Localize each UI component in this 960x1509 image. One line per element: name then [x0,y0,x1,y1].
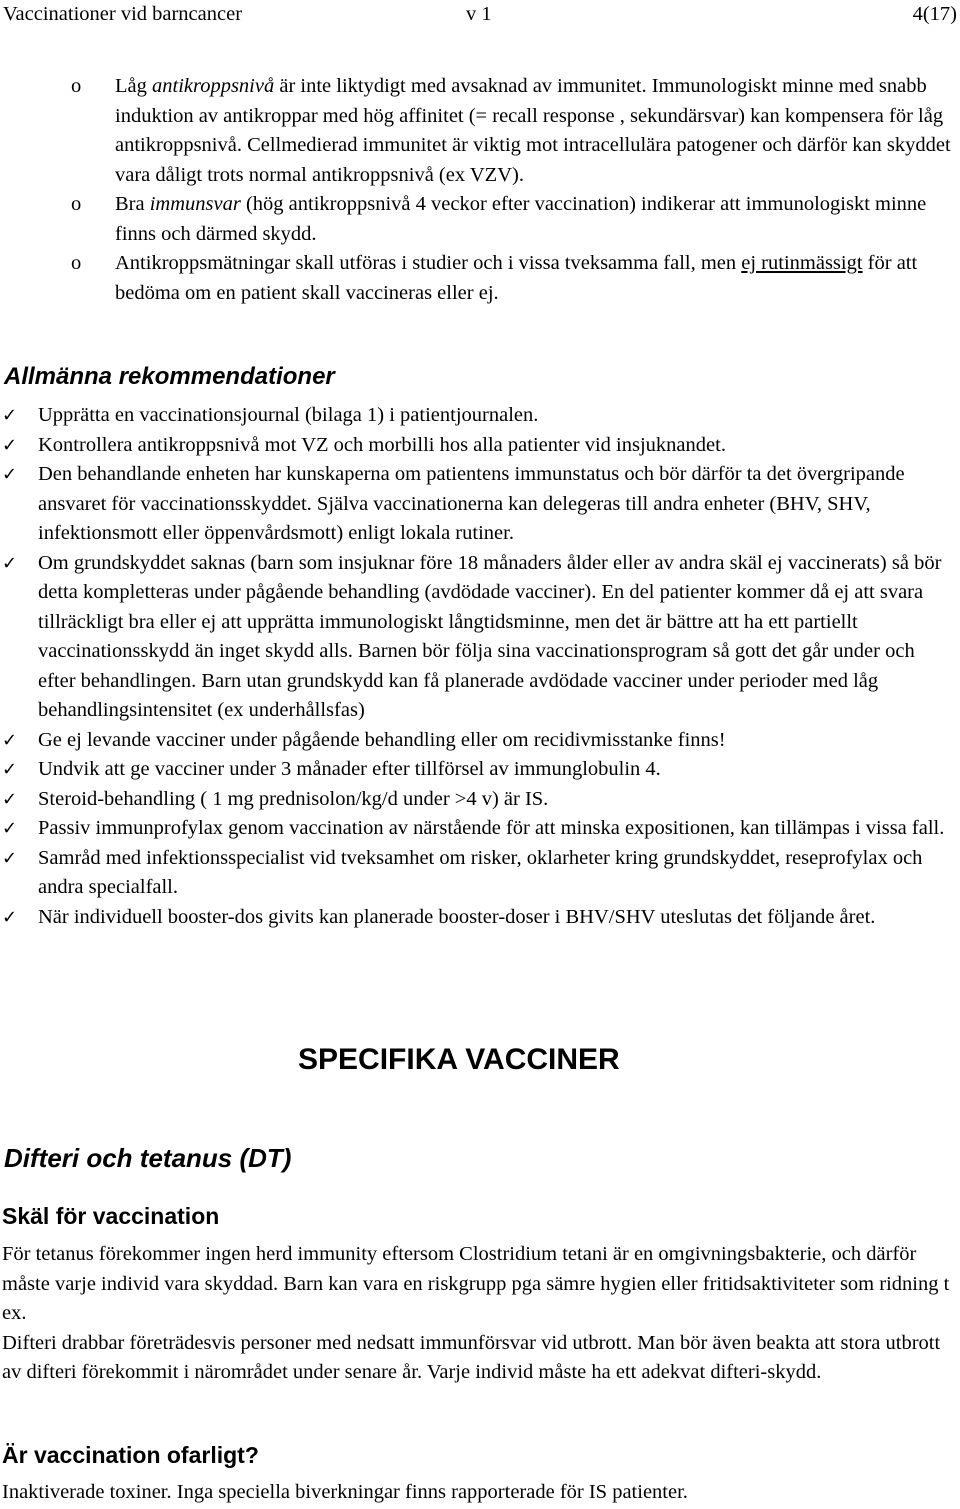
recommendations-list [0,401,960,932]
list-item: ✓ Kontrollera antikroppsnivå mot VZ och morbilli hos alla patienter vid insjuknandet. [0,431,960,461]
checkmark-icon: ✓ [2,434,18,456]
document-version: v 1 [466,3,492,25]
checkmark-icon: ✓ [2,847,18,869]
circle-bullet-icon: o [71,75,82,97]
circle-bullet-icon: o [71,193,82,215]
page-number: 4(17) [912,3,957,25]
circle-bullet-icon: o [71,252,82,274]
checkmark-icon: ✓ [2,818,18,839]
safety-paragraph: Inaktiverade toxiner. Inga speciella biverkningar finns rapporterade för IS patienter. [2,1481,688,1503]
antibody-notes-list [0,72,960,308]
section-heading-specific-vaccines: SPECIFIKA VACCINER [298,1043,620,1076]
list-item: ✓ Ge ej levande vacciner under pågående behandling eller om recidivmisstanke finns! [0,726,960,756]
paragraph-text: Difteri drabbar företrädesvis personer med nedsatt immunförsvar vid utbrott. Man bör även beakta att stora utbrott av difteri förekommit i närområdet under senare år. Varje individ måste ha ett adekvat difteri-skydd. [2,1331,941,1383]
checkmark-icon: ✓ [2,552,18,574]
section-heading-general-recommendations: Allmänna rekommendationer [4,363,335,390]
list-item: ✓ Om grundskyddet saknas (barn som insjuknar före 18 månaders ålder eller av andra skäl ej vaccinerats) så bör detta kompletteras under pågående behandling (avdödade vacciner). En del patienter kommer då ej att svara tillräckligt bra eller ej att upprätta immunologiskt långtidsminne, men det är bättre att ha ett partiellt vaccinationsskydd än inget skydd alls. Barnen bör följa sina vaccinationsprogram så gott det går under och efter behandlingen. Barn utan grundskydd kan få planerade avdödade vacciner under perioder med låg behandlingsintensitet (ex underhållsfas) [0,549,960,726]
list-item: o Låg antikroppsnivå är inte liktydigt med avsaknad av immunitet. Immunologiskt minne med snabb induktion av antikroppar med hög affinitet (= recall response , sekundärsvar) kan kompensera för låg antikroppsnivå. Cellmedierad immunitet är viktig mot intracellulära patogener och därför kan skyddet vara dåligt trots normal antikroppsnivå (ex VZV). [0,72,960,190]
paragraph-text: För tetanus förekommer ingen herd immunity eftersom Clostridium tetani är en omgivningsbakterie, och därför måste varje individ vara skyddad. Barn kan vara en riskgrupp pga sämre hygien eller fritidsaktiviteter som ridning t ex. [2,1243,950,1324]
page-header [0,0,960,30]
checkmark-icon: ✓ [2,788,18,810]
list-item: o Antikroppsmätningar skall utföras i studier och i vissa tveksamma fall, men ej rutinmässigt för att bedöma om en patient skall vaccineras eller ej. [0,249,960,308]
section-heading-dt: Difteri och tetanus (DT) [4,1143,292,1173]
checkmark-icon: ✓ [2,464,18,485]
subheading-reasons: Skäl för vaccination [2,1203,220,1229]
list-item: ✓ Upprätta en vaccinationsjournal (bilaga 1) i patientjournalen. [0,401,960,431]
list-item: ✓ Steroid-behandling ( 1 mg prednisolon/kg/d under >4 v) är IS. [0,785,960,815]
list-item: ✓ Passiv immunprofylax genom vaccination av närstående för att minska expositionen, kan tillämpas i vissa fall. [0,814,960,844]
list-item: ✓ Samråd med infektionsspecialist vid tveksamhet om risker, oklarheter kring grundskyddet, reseprofylax och andra specialfall. [0,844,960,903]
checkmark-icon: ✓ [2,906,18,928]
subheading-safety: Är vaccination ofarligt? [2,1442,259,1468]
list-item: ✓ Den behandlande enheten har kunskaperna om patientens immunstatus och bör därför ta det övergripande ansvaret för vaccinationsskyddet. Själva vaccinationerna kan delegeras till andra enheter (BHV, SHV, infektionsmott eller öppenvårdsmott) enligt lokala rutiner. [0,460,960,549]
checkmark-icon: ✓ [2,759,18,780]
checkmark-icon: ✓ [2,405,18,426]
list-item: ✓ När individuell booster-dos givits kan planerade booster-doser i BHV/SHV uteslutas det följande året. [0,903,960,933]
tetanus-paragraph [2,1240,952,1388]
checkmark-icon: ✓ [2,729,18,751]
document-title: Vaccinationer vid barncancer [3,3,243,25]
list-item: o Bra immunsvar (hög antikroppsnivå 4 veckor efter vaccination) indikerar att immunologiskt minne finns och därmed skydd. [0,190,960,249]
list-item: ✓ Undvik att ge vacciner under 3 månader efter tillförsel av immunglobulin 4. [0,755,960,785]
